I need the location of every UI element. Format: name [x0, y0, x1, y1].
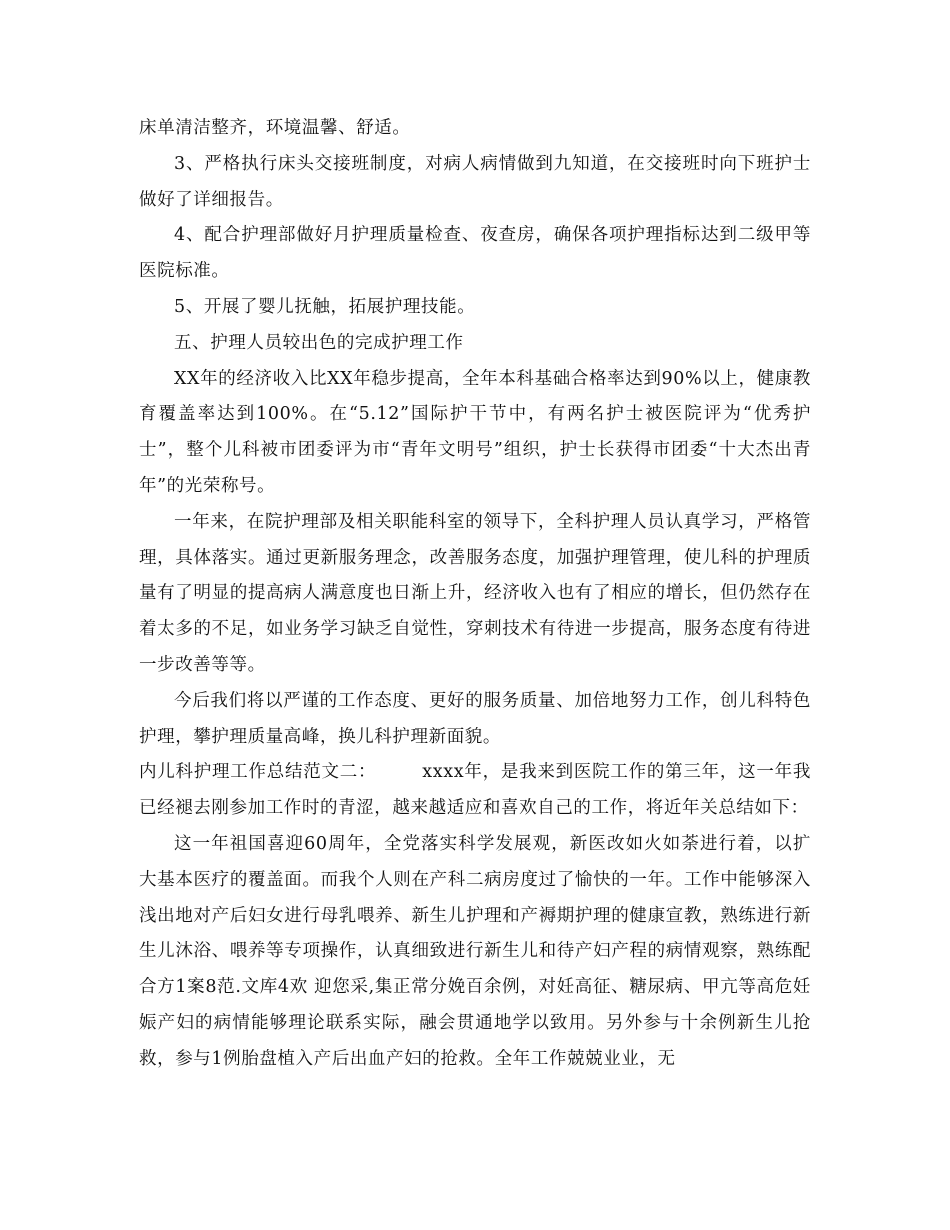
section-heading-5: 五、护理人员较出色的完成护理工作 — [174, 332, 464, 353]
paragraph-4: 5、开展了婴儿抚触，拓展护理技能。 — [174, 296, 476, 317]
document-body — [139, 111, 811, 1078]
paragraph-2: 3、严格执行床头交接班制度，对病人病情做到九知道，在交接班时向下班护士做好了详细报告。 — [139, 153, 811, 210]
paragraph-7: 一年来，在院护理部及相关职能科室的领导下，全科护理人员认真学习，严格管理，具体落实。通过更新服务理念，改善服务态度，加强护理管理，使儿科的护理质量有了明显的提高病人满意度也日渐上升，经济收入也有了相应的增长，但仍然存在着太多的不足，如业务学习缺乏自觉性，穿刺技术有待进一步提高，服务态度有待进一步改善等等。 — [139, 511, 811, 675]
paragraph-8: 今后我们将以严谨的工作态度、更好的服务质量、加倍地努力工作，创儿科特色护理，攀护理质量高峰，换儿科护理新面貌。 — [139, 690, 811, 747]
paragraph-9: 内儿科护理工作总结范文二： xxxx年，是我来到医院工作的第三年，这一年我已经褪去刚参加工作时的青涩，越来越适应和喜欢自己的工作，将近年关总结如下： — [139, 762, 811, 819]
paragraph-6: XX年的经济收入比XX年稳步提高，全年本科基础合格率达到90%以上，健康教育覆盖率达到100%。在“5.12”国际护干节中，有两名护士被医院评为“优秀护士”，整个儿科被市团委评为市“青年文明号”组织，护士长获得市团委“十大杰出青年”的光荣称号。 — [139, 368, 811, 496]
paragraph-1: 床单清洁整齐，环境温馨、舒适。 — [139, 118, 411, 138]
paragraph-3: 4、配合护理部做好月护理质量检查、夜查房，确保各项护理指标达到二级甲等医院标准。 — [139, 225, 811, 282]
paragraph-10: 这一年祖国喜迎60周年，全党落实科学发展观，新医改如火如荼进行着，以扩大基本医疗的覆盖面。而我个人则在产科二病房度过了愉快的一年。工作中能够深入浅出地对产后妇女进行母乳喂养、新生儿护理和产褥期护理的健康宣教，熟练进行新生儿沐浴、喂养等专项操作，认真细致进行新生儿和待产妇产程的病情观察，熟练配合方1案8范.文库4欢 迎您采,集正常分娩百余例，对妊高征、糖尿病、甲亢等高危妊娠产妇的病情能够理论联系实际，融会贯通地学以致用。另外参与十余例新生儿抢救，参与1例胎盘植入产后出血产妇的抢救。全年工作兢兢业业，无 — [139, 833, 811, 1069]
